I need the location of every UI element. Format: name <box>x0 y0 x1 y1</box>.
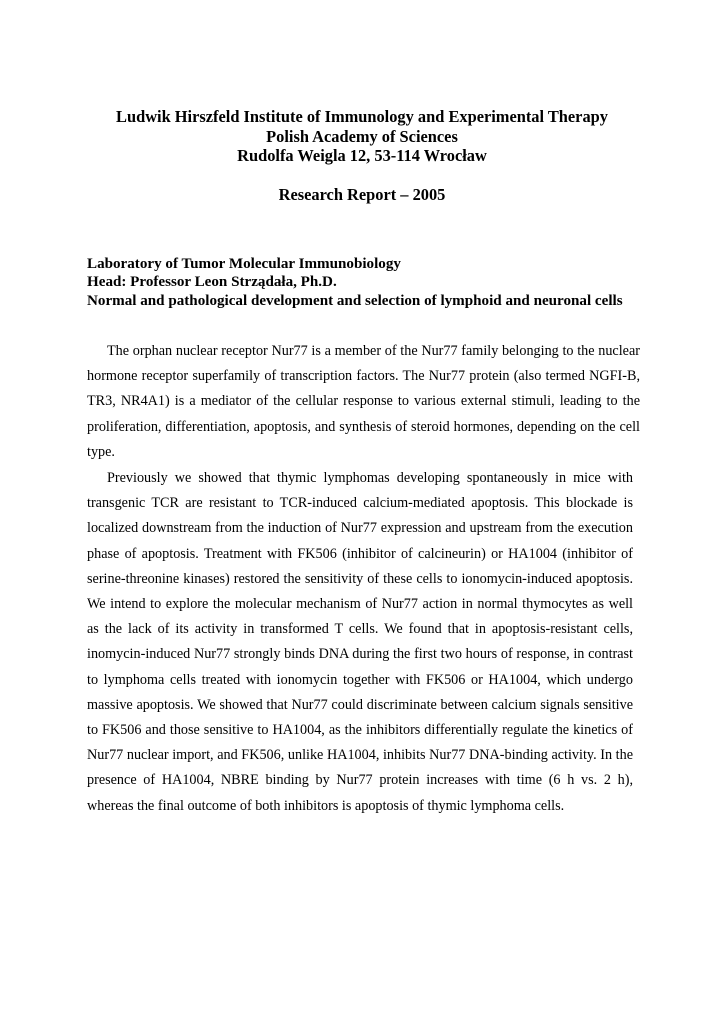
academy-name: Polish Academy of Sciences <box>266 126 458 146</box>
body-paragraph: Previously we showed that thymic lymphomas developing spontaneously in mice with transgenic TCR are resistant to TCR-induced calcium-mediated apoptosis. This blockade is localized downstream from the induction of Nur77 expression and upstream from the execution phase of apoptosis. Treatment with FK506 (inhibitor of calcineurin) or HA1004 (inhibitor of serine-threonine kinases) restored the sensitivity of these cells to ionomycin-induced apoptosis. We intend to explore the molecular mechanism of Nur77 action in normal thymocytes as well as the lack of its activity in transformed T cells. We found that in apoptosis-resistant cells, inomycin-induced Nur77 strongly binds DNA during the first two hours of response, in contrast to lymphoma cells treated with ionomycin together with FK506 or HA1004, which undergo massive apoptosis. We showed that Nur77 could discriminate between calcium signals sensitive to FK506 and those sensitive to HA1004, as the inhibitors differentially regulate the kinetics of Nur77 nuclear import, and FK506, unlike HA1004, inhibits Nur77 DNA-binding activity. In the presence of HA1004, NBRE binding by Nur77 protein increases with time (6 h vs. 2 h), whereas the final outcome of both inhibitors is apoptosis of thymic lymphoma cells. <box>87 470 633 814</box>
report-title: Research Report – 2005 <box>278 185 446 204</box>
lab-topic: Normal and pathological development and selection of lymphoid and neuronal cells <box>87 292 623 309</box>
institute-header <box>60 107 664 166</box>
lab-section-heading <box>87 255 637 310</box>
body-paragraph: The orphan nuclear receptor Nur77 is a member of the Nur77 family belonging to the nuclear hormone receptor superfamily of transcription factors. The Nur77 protein (also termed NGFI-B, TR3, NR4A1) is a mediator of the cellular response to various external stimuli, leading to the proliferation, differentiation, apoptosis, and synthesis of steroid hormones, depending on the cell type. <box>87 343 640 460</box>
institute-address: Rudolfa Weigla 12, 53-114 Wrocław <box>237 146 487 165</box>
lab-name: Laboratory of Tumor Molecular Immunobiology <box>87 256 401 272</box>
lab-head: Head: Professor Leon Strządała, Ph.D. <box>87 274 337 291</box>
institute-name: Ludwik Hirszfeld Institute of Immunology and Experimental Therapy <box>116 107 608 126</box>
report-body <box>87 339 640 820</box>
